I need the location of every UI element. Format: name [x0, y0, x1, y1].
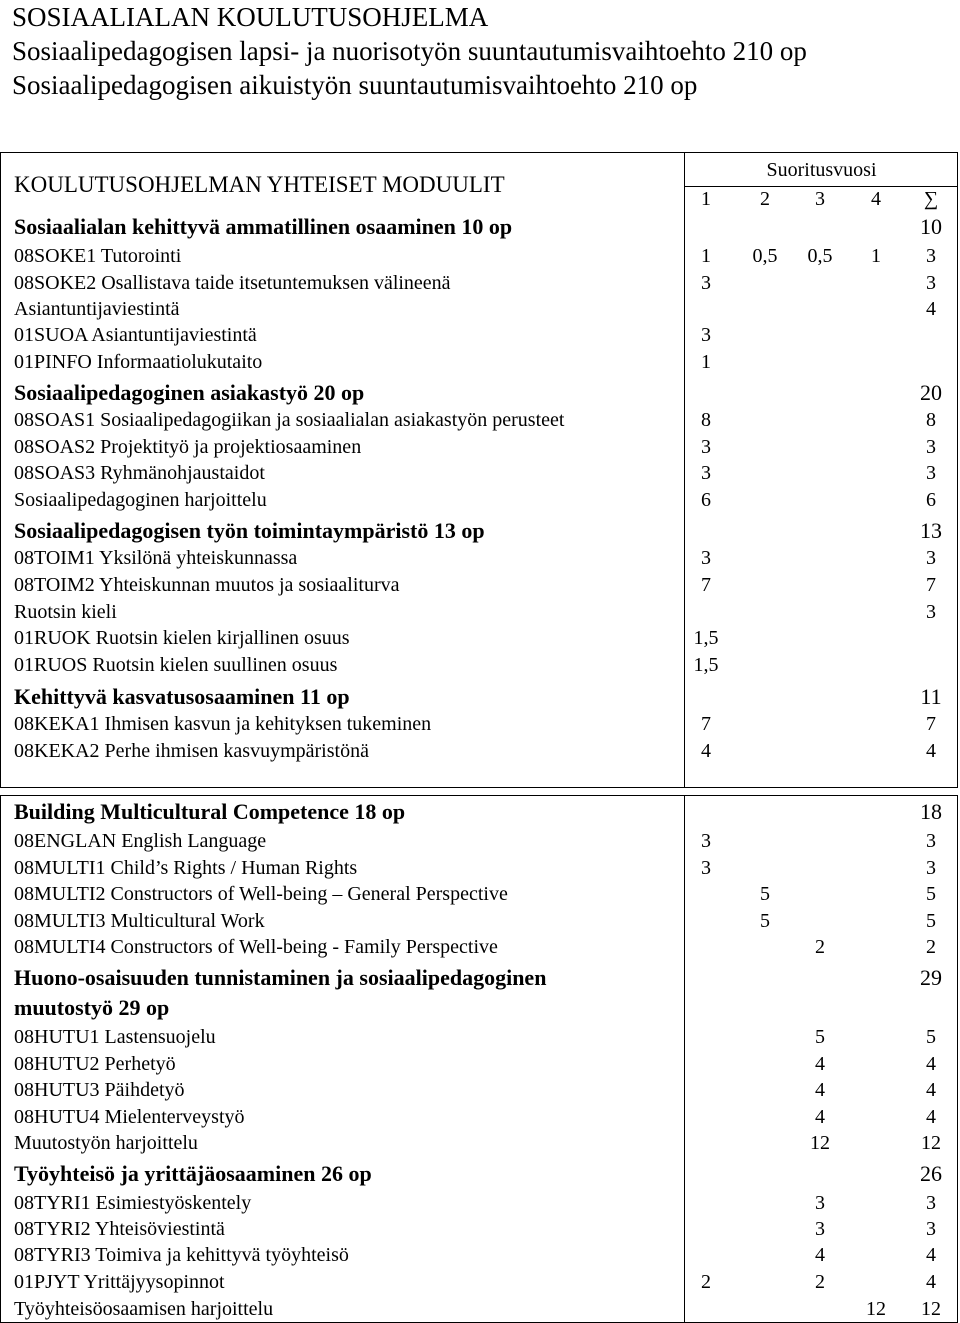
credit-total: 3 — [926, 462, 936, 484]
module-heading-row — [1, 1160, 957, 1186]
course-label: 08HUTU3 Päihdetyö — [14, 1079, 185, 1101]
course-row — [1, 599, 957, 625]
credit-year-1: 1,5 — [693, 654, 719, 676]
credit-total: 3 — [926, 272, 936, 294]
course-label: 08SOKE1 Tutorointi — [14, 245, 182, 267]
course-row — [1, 1051, 957, 1077]
credit-total: 13 — [920, 518, 942, 543]
credit-year-1: 3 — [701, 857, 711, 879]
credit-total: 5 — [926, 910, 936, 932]
course-label: Ruotsin kieli — [14, 601, 117, 623]
module-heading: Building Multicultural Competence 18 op — [14, 799, 406, 824]
credit-total: 12 — [921, 1298, 941, 1320]
course-label: 08TOIM2 Yhteiskunnan muutos ja sosiaaliturva — [14, 574, 400, 596]
course-label: 08SOAS3 Ryhmänohjaustaidot — [14, 462, 265, 484]
module-heading-row — [1, 683, 957, 709]
credit-year-1: 3 — [701, 436, 711, 458]
course-label: 08MULTI2 Constructors of Well-being – General Perspective — [14, 883, 508, 905]
course-row — [1, 349, 957, 375]
course-row — [1, 1269, 957, 1295]
credit-total: 4 — [926, 1079, 936, 1101]
course-label: 08TYRI1 Esimiestyöskentely — [14, 1192, 252, 1214]
credit-total: 8 — [926, 409, 936, 431]
credit-total: 4 — [926, 298, 936, 320]
credit-year-3: 2 — [815, 1271, 825, 1293]
credit-total: 3 — [926, 601, 936, 623]
credit-total: 4 — [926, 1053, 936, 1075]
credit-total: 20 — [920, 380, 942, 405]
credit-year-1: 3 — [701, 324, 711, 346]
credit-total: 7 — [926, 713, 936, 735]
credit-total: 11 — [920, 684, 942, 709]
course-row — [1, 1077, 957, 1103]
course-label: 08KEKA1 Ihmisen kasvun ja kehityksen tukeminen — [14, 713, 432, 735]
credit-total: 12 — [921, 1132, 941, 1154]
module-heading: Sosiaalipedagogisen työn toimintaympäristö 13 op — [14, 518, 485, 543]
year-col-2: 2 — [760, 188, 770, 210]
credit-total: 6 — [926, 489, 936, 511]
year-col-3: 3 — [815, 188, 825, 210]
course-row — [1, 572, 957, 598]
module-heading-row — [1, 213, 957, 239]
credit-year-1: 6 — [701, 489, 711, 511]
credit-year-4: 12 — [866, 1298, 886, 1320]
credit-year-1: 3 — [701, 272, 711, 294]
credit-total: 2 — [926, 936, 936, 958]
course-row — [1, 487, 957, 513]
course-row — [1, 1024, 957, 1050]
credit-total: 3 — [926, 1218, 936, 1240]
credit-total: 3 — [926, 1192, 936, 1214]
module-heading-row — [1, 994, 957, 1020]
course-label: 08SOAS1 Sosiaalipedagogiikan ja sosiaalialan asiakastyön perusteet — [14, 409, 565, 431]
credit-year-1: 1,5 — [693, 627, 719, 649]
course-label: 08KEKA2 Perhe ihmisen kasvuympäristönä — [14, 740, 369, 762]
module-heading: Työyhteisö ja yrittäjäosaaminen 26 op — [14, 1161, 372, 1186]
credit-total: 10 — [920, 214, 942, 239]
year-col-4: 4 — [871, 188, 881, 210]
credit-total: 3 — [926, 245, 936, 267]
credit-year-3: 4 — [815, 1079, 825, 1101]
course-label: 01PJYT Yrittäjyysopinnot — [14, 1271, 225, 1293]
credit-year-1: 3 — [701, 830, 711, 852]
course-row — [1, 407, 957, 433]
credit-year-1: 2 — [701, 1271, 711, 1293]
module-title: KOULUTUSOHJELMAN YHTEISET MODUULIT — [14, 172, 505, 197]
credit-total: 29 — [920, 965, 942, 990]
course-label: Muutostyön harjoittelu — [14, 1132, 198, 1154]
course-row — [1, 243, 957, 269]
course-row — [1, 270, 957, 296]
track-line-1: Sosiaalipedagogisen lapsi- ja nuorisotyön suuntautumisvaihtoehto 210 op — [12, 36, 807, 66]
course-row — [1, 881, 957, 907]
credit-total: 5 — [926, 883, 936, 905]
course-row — [1, 322, 957, 348]
credit-year-1: 3 — [701, 462, 711, 484]
course-row — [1, 1296, 957, 1322]
credit-total: 4 — [926, 740, 936, 762]
credit-year-4: 1 — [871, 245, 881, 267]
course-label: 01RUOK Ruotsin kielen kirjallinen osuus — [14, 627, 350, 649]
credit-year-3: 5 — [815, 1026, 825, 1048]
credit-year-2: 0,5 — [752, 245, 778, 267]
course-label: 08TYRI2 Yhteisöviestintä — [14, 1218, 225, 1240]
credit-year-3: 3 — [815, 1218, 825, 1240]
credit-year-3: 3 — [815, 1192, 825, 1214]
course-label: 01RUOS Ruotsin kielen suullinen osuus — [14, 654, 338, 676]
credit-year-3: 0,5 — [807, 245, 833, 267]
credit-total: 3 — [926, 830, 936, 852]
credit-year-1: 7 — [701, 574, 711, 596]
module-heading-row — [1, 379, 957, 405]
credit-total: 26 — [920, 1161, 942, 1186]
course-label: 08HUTU2 Perhetyö — [14, 1053, 176, 1075]
program-title: SOSIAALIALAN KOULUTUSOHJELMA — [12, 2, 489, 32]
course-row — [1, 1190, 957, 1216]
credit-total: 3 — [926, 436, 936, 458]
credit-total: 18 — [920, 799, 942, 824]
course-row — [1, 1242, 957, 1268]
year-columns-row — [1, 186, 957, 212]
course-row — [1, 460, 957, 486]
year-col-1: 1 — [701, 188, 711, 210]
course-row — [1, 545, 957, 571]
credit-year-2: 5 — [760, 883, 770, 905]
credit-year-3: 4 — [815, 1106, 825, 1128]
credit-year-3: 4 — [815, 1053, 825, 1075]
course-row — [1, 855, 957, 881]
course-row — [1, 934, 957, 960]
credit-year-3: 12 — [810, 1132, 830, 1154]
course-row — [1, 1216, 957, 1242]
course-label: Asiantuntijaviestintä — [14, 298, 180, 320]
module-heading: Huono-osaisuuden tunnistaminen ja sosiaalipedagoginen — [14, 965, 547, 990]
module-heading: Kehittyvä kasvatusosaaminen 11 op — [14, 684, 350, 709]
course-row — [1, 296, 957, 322]
course-label: 01SUOA Asiantuntijaviestintä — [14, 324, 257, 346]
credit-year-1: 4 — [701, 740, 711, 762]
course-label: 08MULTI4 Constructors of Well-being - Family Perspective — [14, 936, 498, 958]
course-row — [1, 625, 957, 651]
credit-total: 4 — [926, 1271, 936, 1293]
course-row — [1, 652, 957, 678]
course-label: 08SOKE2 Osallistava taide itsetuntemuksen välineenä — [14, 272, 451, 294]
course-row — [1, 711, 957, 737]
course-row — [1, 1130, 957, 1156]
credit-year-1: 7 — [701, 713, 711, 735]
year-header: Suoritusvuosi — [766, 159, 877, 181]
course-label: Työyhteisöosaamisen harjoittelu — [14, 1298, 274, 1320]
course-label: 08HUTU1 Lastensuojelu — [14, 1026, 216, 1048]
course-label: 08TYRI3 Toimiva ja kehittyvä työyhteisö — [14, 1244, 349, 1266]
course-label: 01PINFO Informaatiolukutaito — [14, 351, 263, 373]
course-row — [1, 1104, 957, 1130]
credit-year-3: 4 — [815, 1244, 825, 1266]
track-line-2: Sosiaalipedagogisen aikuistyön suuntautumisvaihtoehto 210 op — [12, 70, 698, 100]
module-heading-row — [1, 798, 957, 824]
credit-year-1: 1 — [701, 245, 711, 267]
credit-total: 7 — [926, 574, 936, 596]
sum-col: ∑ — [923, 188, 939, 210]
common-modules-table — [0, 152, 958, 788]
course-row — [1, 828, 957, 854]
course-row — [1, 908, 957, 934]
course-label: 08MULTI3 Multicultural Work — [14, 910, 265, 932]
credit-total: 3 — [926, 857, 936, 879]
credit-year-3: 2 — [815, 936, 825, 958]
credit-year-1: 8 — [701, 409, 711, 431]
course-label: 08SOAS2 Projektityö ja projektiosaaminen — [14, 436, 362, 458]
course-label: 08MULTI1 Child’s Rights / Human Rights — [14, 857, 358, 879]
course-row — [1, 434, 957, 460]
module-heading: Sosiaalialan kehittyvä ammatillinen osaaminen 10 op — [14, 214, 513, 239]
credit-year-2: 5 — [760, 910, 770, 932]
credit-total: 5 — [926, 1026, 936, 1048]
course-label: 08TOIM1 Yksilönä yhteiskunnassa — [14, 547, 298, 569]
studies-table — [0, 795, 958, 1323]
course-label: 08ENGLAN English Language — [14, 830, 267, 852]
document-header — [12, 0, 807, 102]
module-heading: Sosiaalipedagoginen asiakastyö 20 op — [14, 380, 365, 405]
module-heading-row — [1, 517, 957, 543]
course-label: 08HUTU4 Mielenterveystyö — [14, 1106, 245, 1128]
course-row — [1, 738, 957, 764]
module-heading-row — [1, 964, 957, 990]
credit-year-1: 3 — [701, 547, 711, 569]
course-label: Sosiaalipedagoginen harjoittelu — [14, 489, 267, 511]
credit-total: 3 — [926, 547, 936, 569]
credit-total: 4 — [926, 1106, 936, 1128]
module-heading: muutostyö 29 op — [14, 995, 170, 1020]
credit-total: 4 — [926, 1244, 936, 1266]
credit-year-1: 1 — [701, 351, 711, 373]
